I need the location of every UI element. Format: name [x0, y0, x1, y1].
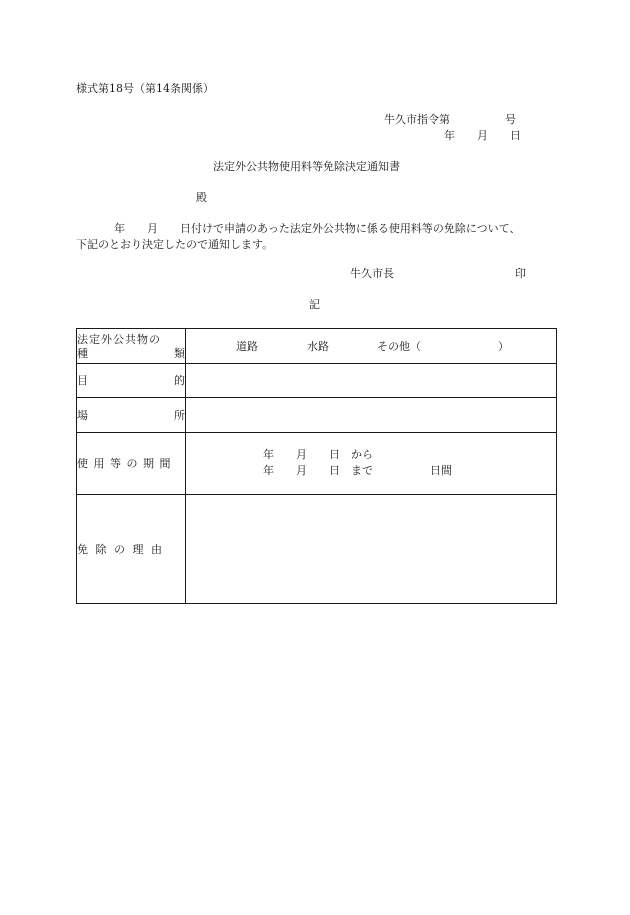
type-options-cell [186, 329, 557, 364]
period-days[interactable]: 日間 [430, 464, 452, 477]
date-line: 年 月 日 [444, 129, 521, 142]
body-line-2: 下記のとおり決定したので通知します。 [76, 238, 274, 251]
details-table [76, 328, 557, 604]
label-purpose [77, 364, 186, 398]
label-public-property-type [77, 329, 186, 364]
seal-mark: 印 [515, 267, 526, 280]
form-number: 様式第18号（第14条関係） [76, 82, 214, 95]
label-usage-period [77, 433, 186, 495]
label-usage-period-text: 使 用 等 の 期 間 [77, 457, 172, 470]
location-field[interactable] [186, 398, 557, 433]
label-type-line1: 法定外公共物の [77, 332, 161, 346]
signer-title: 牛久市長 [350, 267, 394, 280]
body-line-1: 年 月 日付けで申請のあった法定外公共物に係る使用料等の免除について、 [114, 222, 521, 235]
label-type-char-a: 種 [77, 346, 88, 360]
document-title: 法定外公共物使用料等免除決定通知書 [213, 160, 400, 173]
label-exemption-reason [77, 495, 186, 604]
label-purpose-char-b: 的 [174, 374, 185, 387]
label-exemption-reason-text: 免 除 の 理 由 [77, 542, 164, 556]
period-to[interactable]: 年 月 日 まで [263, 464, 373, 477]
label-location-char-a: 場 [77, 408, 88, 422]
type-option-other[interactable]: その他（ ） [377, 340, 509, 353]
label-purpose-char-a: 目 [77, 374, 88, 387]
usage-period-cell [186, 433, 557, 495]
purpose-field[interactable] [186, 364, 557, 398]
type-option-road[interactable]: 道路 [236, 340, 258, 353]
issuer-number-line: 牛久市指令第 号 [384, 113, 516, 126]
type-option-waterway[interactable]: 水路 [307, 340, 329, 353]
period-from[interactable]: 年 月 日 から [263, 448, 373, 461]
label-location-char-b: 所 [174, 408, 185, 422]
ki-heading: 記 [309, 298, 320, 311]
label-type-line2 [77, 348, 185, 359]
addressee-suffix: 殿 [196, 191, 207, 204]
label-location [77, 398, 186, 433]
label-type-char-b: 類 [174, 346, 185, 360]
exemption-reason-field[interactable] [186, 495, 557, 604]
